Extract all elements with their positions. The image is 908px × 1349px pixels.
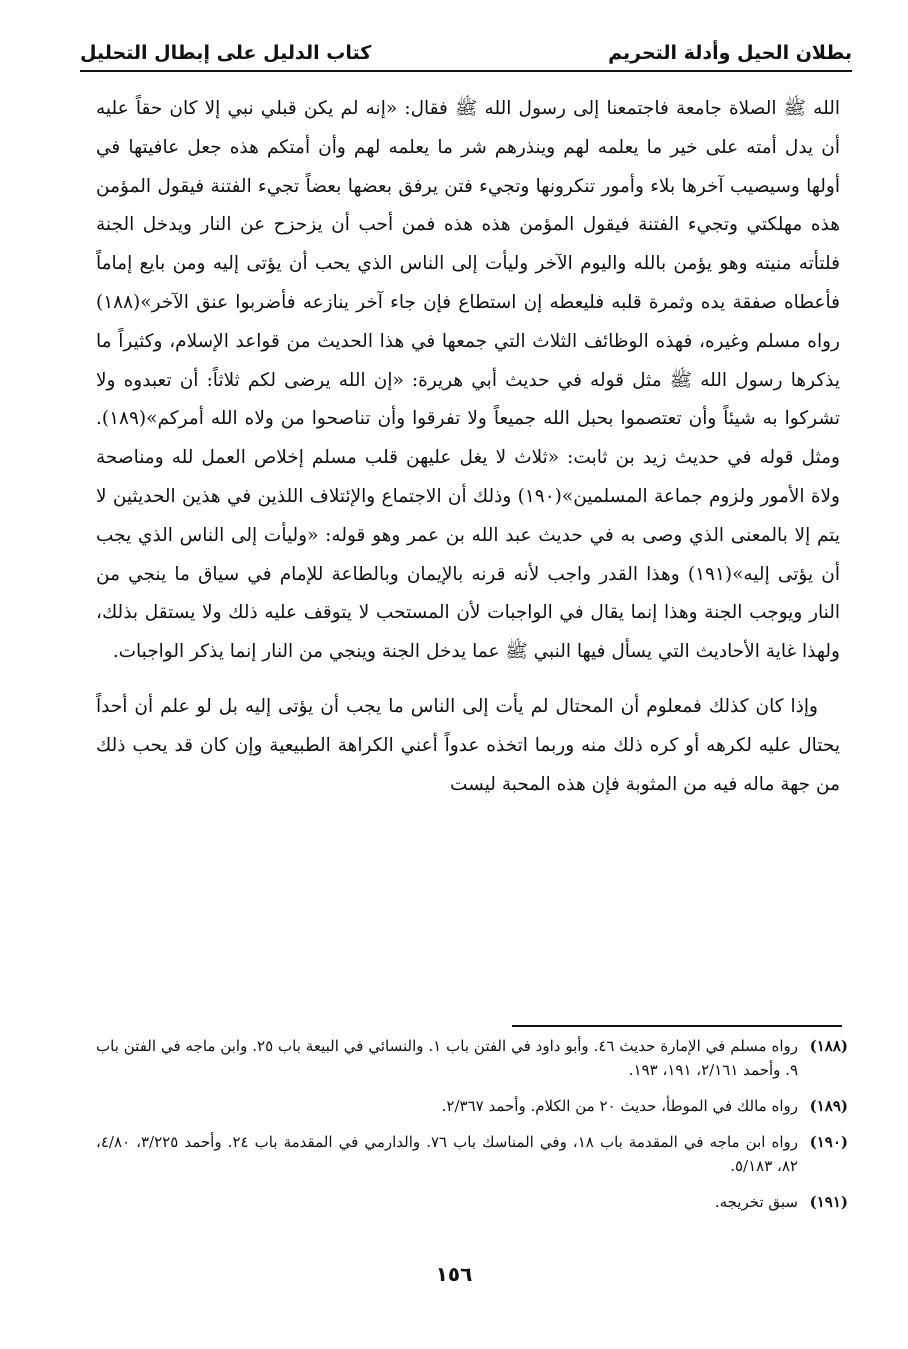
footnote-label: (١٩١) <box>809 1193 848 1211</box>
footnote-label: (١٨٩) <box>809 1097 848 1115</box>
running-header <box>80 30 852 64</box>
header-rule <box>80 70 852 72</box>
body-paragraph-2: وإذا كان كذلك فمعلوم أن المحتال لم يأت إلى الناس ما يجب أن يؤتى إليه بل لو علم أن أحداً يحتال عليه لكرهه أو كره ذلك منه وربما اتخذه عدواً أعني الكراهة الطبيعية وإن كان قد يحب ذلك من جهة ماله فيه من المثوبة فإن هذه المحبة ليست <box>96 695 840 795</box>
footnote-separator <box>512 1025 842 1027</box>
footnote-label: (١٨٨) <box>809 1037 849 1055</box>
footnote-text: رواه مسلم في الإمارة حديث ٤٦. وأبو داود في الفتن باب ١. والنسائي في البيعة باب ٢٥. وابن ماجه في الفتن باب ٩. وأحمد ٢/١٦١، ١٩١، ١٩٣. <box>96 1037 799 1079</box>
footnote-191 <box>96 1190 848 1214</box>
running-header-book-title: بطلان الحيل وأدلة التحريم <box>608 42 852 64</box>
footnote-text: رواه مالك في الموطأ، حديث ٢٠ من الكلام. وأحمد ٢/٣٦٧. <box>441 1097 798 1115</box>
footnote-label: (١٩٠) <box>809 1133 848 1151</box>
page-number: ١٥٦ <box>435 1262 473 1286</box>
footnote-190 <box>96 1130 848 1178</box>
footnote-text: سبق تخريجه. <box>714 1193 798 1211</box>
footnote-189 <box>96 1094 848 1118</box>
running-header-section-title: كتاب الدليل على إبطال التحليل <box>80 42 372 64</box>
footnote-text: رواه ابن ماجه في المقدمة باب ١٨، وفي المناسك باب ٧٦. والدارمي في المقدمة باب ٢٤. وأحمد ٣/٢٢٥، ٤/٨٠، ٨٢، ٥/١٨٣. <box>96 1133 798 1175</box>
footnotes <box>96 1034 848 1226</box>
body-paragraph-1: الله ﷺ الصلاة جامعة فاجتمعنا إلى رسول الله ﷺ فقال: «إنه لم يكن قبلي نبي إلا كان حقاً عليه أن يدل أمته على خير ما يعلمه لهم وينذرهم شر ما يعلمه لهم وأن أمتكم هذه جعل عافيتها في أولها وسيصيب آخرها بلاء وأمور تنكرونها وتجيء فتن يرفق بعضها بعضاً تجيء الفتنة فيقول المؤمن هذه مهلكتي وتجيء الفتنة فيقول المؤمن هذه هذه فمن أحب أن يزحزح عن النار ويدخل الجنة فلتأته منيته وهو يؤمن بالله واليوم الآخر وليأت إلى الناس الذي يحب أن يؤتى إليه ومن بايع إماماً فأعطاه صفقة يده وثمرة قلبه فليعطه إن استطاع فإن جاء آخر ينازعه فأضربوا عنق الآخر»(١٨٨) رواه مسلم وغيره، فهذه الوظائف الثلاث التي جمعها في هذا الحديث من قواعد الإسلام، وكثيراً ما يذكرها رسول الله ﷺ مثل قوله في حديث أبي هريرة: «إن الله يرضى لكم ثلاثاً: أن تعبدوه ولا تشركوا به شيئاً وأن تعتصموا بحبل الله جميعاً ولا تفرقوا وأن تناصحوا من ولاه الله أمركم»(١٨٩). ومثل قوله في حديث زيد بن ثابت: «ثلاث لا يغل عليهن قلب مسلم إخلاص العمل لله ومناصحة ولاة الأمور ولزوم جماعة المسلمين»(١٩٠) وذلك أن الاجتماع والإئتلاف اللذين في هذين الحديثين لا يتم إلا بالمعنى الذي وصى به في حديث عبد الله بن عمر وهو قوله: «وليأت إلى الناس الذي يجب أن يؤتى إليه»(١٩١) وهذا القدر واجب لأنه قرنه بالإيمان وبالطاعة للإمام في سياق ما ينجي من النار ويوجب الجنة وهذا إنما يقال في الواجبات لأن المستحب لا يتوقف عليه ذلك ولا يستقل بذلك، ولهذا غاية الأحاديث التي يسأل فيها النبي ﷺ عما يدخل الجنة وينجي من النار إنما يذكر الواجبات. <box>96 98 841 663</box>
footnote-188 <box>96 1034 848 1082</box>
main-text <box>96 90 840 804</box>
